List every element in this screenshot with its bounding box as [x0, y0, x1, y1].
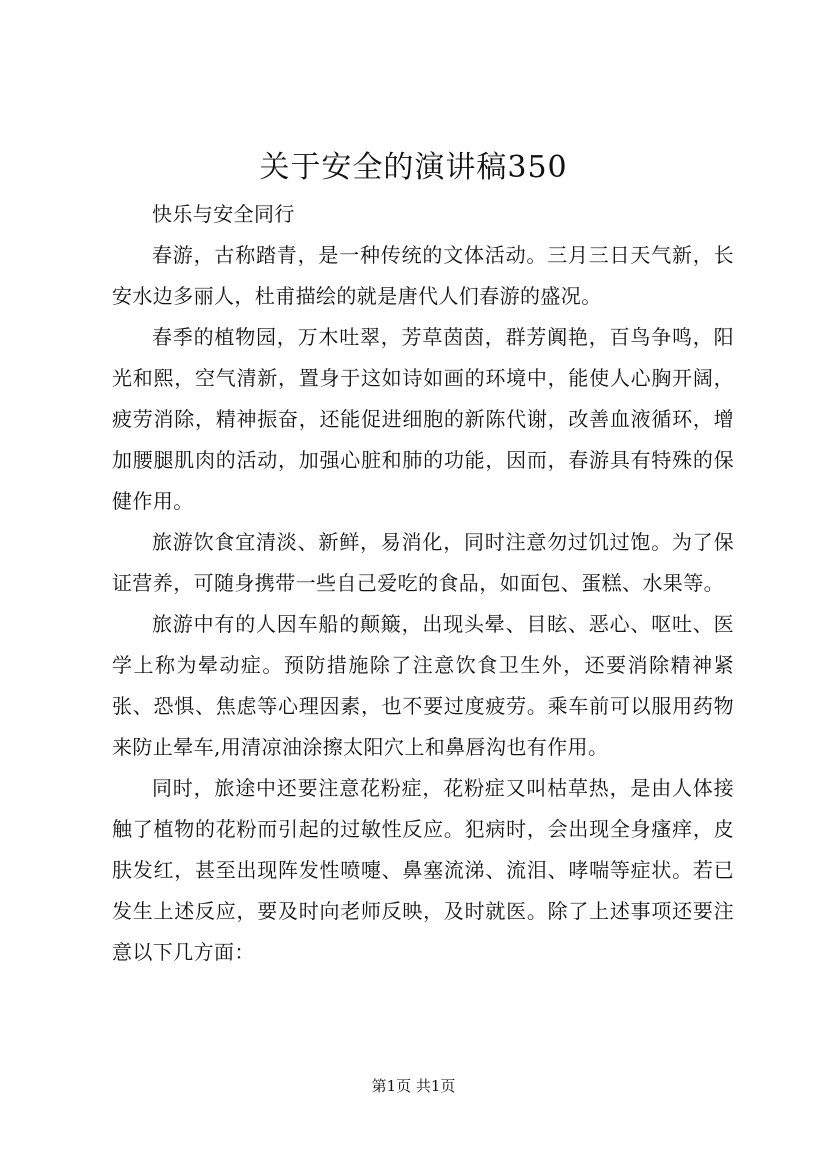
paragraph: 春游，古称踏青，是一种传统的文体活动。三月三日天气新，长安水边多丽人，杜甫描绘的就是唐代人们春游的盛况。 — [112, 243, 734, 308]
paragraph-subtitle: 快乐与安全同行 — [152, 202, 295, 226]
paragraph: 旅游中有的人因车船的颠簸，出现头晕、目眩、恶心、呕吐、医学上称为晕动症。预防措施除了注意饮食卫生外，还要消除精神紧张、恐惧、焦虑等心理因素，也不要过度疲劳。乘车前可以服用药物来防止晕车,用清凉油涂擦太阳穴上和鼻唇沟也有作用。 — [112, 612, 734, 759]
paragraph: 同时，旅途中还要注意花粉症，花粉症又叫枯草热，是由人体接触了植物的花粉而引起的过敏性反应。犯病时，会出现全身瘙痒，皮肤发红，甚至出现阵发性喷嚏、鼻塞流涕、流泪、哮喘等症状。若已发生上述反应，要及时向老师反映，及时就医。除了上述事项还要注意以下几方面： — [112, 776, 734, 964]
paragraph: 旅游饮食宜清淡、新鲜，易消化，同时注意勿过饥过饱。为了保证营养，可随身携带一些自己爱吃的食品，如面包、蛋糕、水果等。 — [112, 530, 734, 595]
document-body — [112, 194, 734, 973]
paragraph: 春季的植物园，万木吐翠，芳草茵茵，群芳阗艳，百鸟争鸣，阳光和熙，空气清新，置身于这如诗如画的环境中，能使人心胸开阔，疲劳消除，精神振奋，还能促进细胞的新陈代谢，改善血液循环，增加腰腿肌肉的活动，加强心脏和肺的功能，因而，春游具有特殊的保健作用。 — [112, 325, 734, 513]
document-title: 关于安全的演讲稿350 — [259, 150, 568, 185]
page-footer: 第1页 共1页 — [371, 1077, 456, 1095]
